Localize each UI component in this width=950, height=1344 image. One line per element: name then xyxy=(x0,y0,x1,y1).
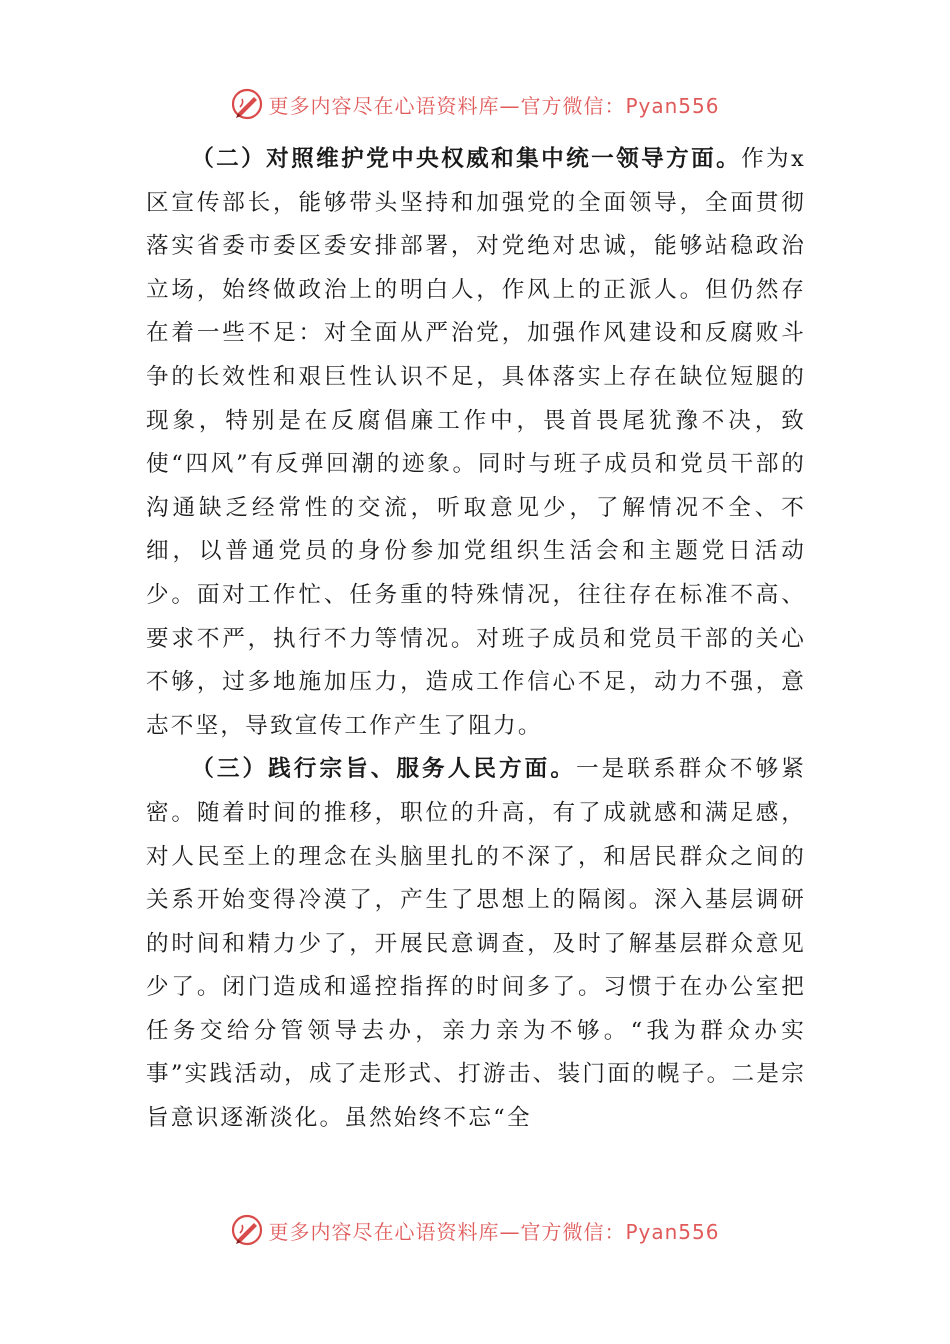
paragraph-text: 一是联系群众不够紧密。随着时间的推移，职位的升高，有了成就感和满足感，对人民至上的理念在头脑里扎的不深了，和居民群众之间的关系开始变得冷漠了，产生了思想上的隔阂。深入基层调研的时间和精力少了，开展民意调查，及时了解基层群众意见少了。闭门造成和遥控指挥的时间多了。习惯于在办公室把任务交给分管领导去办，亲力亲为不够。“我为群众办实事”实践活动，成了走形式、打游击、装门面的幌子。二是宗旨意识逐渐淡化。虽然始终不忘“全 xyxy=(146,756,806,1132)
pen-logo-icon xyxy=(230,87,264,121)
paragraph-section-3 xyxy=(146,748,806,1140)
section-heading: （三）践行宗旨、服务人民方面。 xyxy=(191,756,576,783)
document-body xyxy=(146,138,806,1141)
paragraph-section-2 xyxy=(146,138,806,748)
paragraph-text: 作为x区宣传部长，能够带头坚持和加强党的全面领导，全面贯彻落实省委市委区委安排部署，对党绝对忠诚，能够站稳政治立场，始终做政治上的明白人，作风上的正派人。但仍然存在着一些不足：对全面从严治党，加强作风建设和反腐败斗争的长效性和艰巨性认识不足，具体落实上存在缺位短腿的现象，特别是在反腐倡廉工作中，畏首畏尾犹豫不决，致使“四风”有反弹回潮的迹象。同时与班子成员和党员干部的沟通缺乏经常性的交流，听取意见少，了解情况不全、不细，以普通党员的身份参加党组织生活会和主题党日活动少。面对工作忙、任务重的特殊情况，往往存在标准不高、要求不严，执行不力等情况。对班子成员和党员干部的关心不够，过多地施加压力，造成工作信心不足，动力不强，意志不坚，导致宣传工作产生了阻力。 xyxy=(146,146,806,739)
pen-logo-icon xyxy=(230,1213,264,1247)
watermark-text: 更多内容尽在心语资料库—官方微信：Pyan556 xyxy=(268,93,720,118)
watermark-header xyxy=(0,82,950,126)
section-heading: （二）对照维护党中央权威和集中统一领导方面。 xyxy=(191,146,742,172)
watermark-footer xyxy=(0,1208,950,1252)
watermark-text: 更多内容尽在心语资料库—官方微信：Pyan556 xyxy=(268,1219,720,1244)
